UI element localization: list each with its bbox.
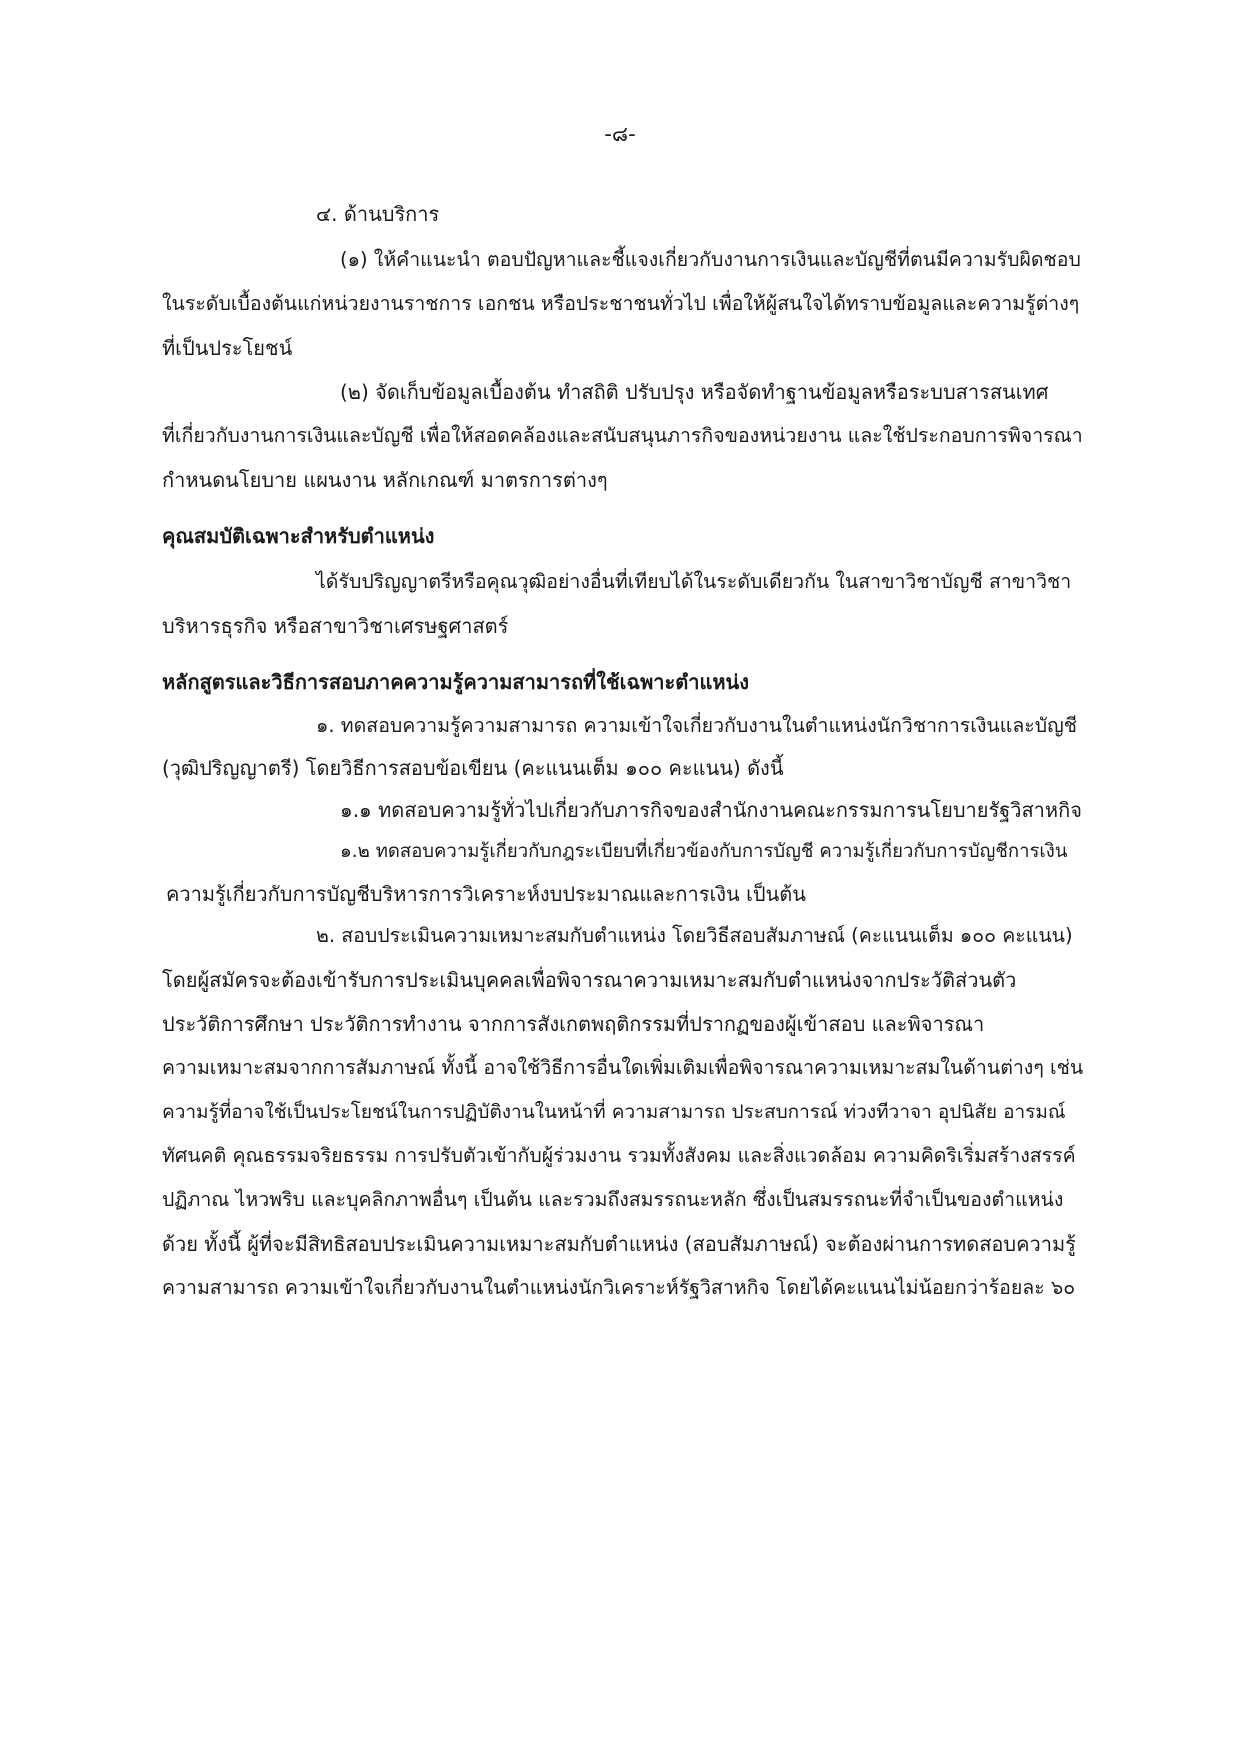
exam-p2-line6: ทัศนคติ คุณธรรมจริยธรรม การปรับตัวเข้ากับผู้ร่วมงาน รวมทั้งสังคม และสิ่งแวดล้อม ความคิดริเริ่มสร้างสรรค์ [162,1144,1076,1167]
service-heading: ๔. ด้านบริการ [316,202,440,226]
page-number: -๘- [604,122,636,146]
exam-p2-line4: ความเหมาะสมจากการสัมภาษณ์ ทั้งนี้ อาจใช้วิธีการอื่นใดเพิ่มเติมเพื่อพิจารณาความเหมาะสมในด้านต่างๆ เช่น [162,1056,1084,1079]
service-item1-line1: (๑) ให้คำแนะนำ ตอบปัญหาและชี้แจงเกี่ยวกับงานการเงินและบัญชีที่ตนมีความรับผิดชอบ [340,248,1081,271]
qualification-line2: บริหารธุรกิจ หรือสาขาวิชาเศรษฐศาสตร์ [162,614,509,638]
exam-p1-line2: (วุฒิปริญญาตรี) โดยวิธีการสอบข้อเขียน (คะแนนเต็ม ๑๐๐ คะแนน) ดังนี้ [162,756,784,780]
service-item2-line1: (๒) จัดเก็บข้อมูลเบื้องต้น ทำสถิติ ปรับปรุง หรือจัดทำฐานข้อมูลหรือระบบสารสนเทศ [340,380,1049,404]
exam-p2-line2: โดยผู้สมัครจะต้องเข้ารับการประเมินบุคคลเพื่อพิจารณาความเหมาะสมกับตำแหน่งจากประวัติส่วนตัว [162,968,1017,992]
exam-p2-line3: ประวัติการศึกษา ประวัติการทำงาน จากการสังเกตพฤติกรรมที่ปรากฏของผู้เข้าสอบ และพิจารณา [162,1012,985,1036]
exam-p2-line1: ๒. สอบประเมินความเหมาะสมกับตำแหน่ง โดยวิธีสอบสัมภาษณ์ (คะแนนเต็ม ๑๐๐ คะแนน) [316,924,1073,947]
qualification-heading: คุณสมบัติเฉพาะสำหรับตำแหน่ง [162,524,435,548]
exam-p2-line8: ด้วย ทั้งนี้ ผู้ที่จะมีสิทธิสอบประเมินความเหมาะสมกับตำแหน่ง (สอบสัมภาษณ์) จะต้องผ่านการทดสอบความรู้ [162,1232,1076,1256]
service-item2-line3: กำหนดนโยบาย แผนงาน หลักเกณฑ์ มาตรการต่างๆ [162,468,608,492]
exam-p1-2-line2: ความรู้เกี่ยวกับการบัญชีบริหารการวิเคราะห์งบประมาณและการเงิน เป็นต้น [166,882,806,906]
exam-p2-line9: ความสามารถ ความเข้าใจเกี่ยวกับงานในตำแหน่งนักวิเคราะห์รัฐวิสาหกิจ โดยได้คะแนนไม่น้อยกว่าร้อยละ ๖๐ [162,1276,1076,1299]
qualification-line1: ได้รับปริญญาตรีหรือคุณวุฒิอย่างอื่นที่เทียบได้ในระดับเดียวกัน ในสาขาวิชาบัญชี สาขาวิชา [316,570,1072,593]
exam-p2-line7: ปฏิภาณ ไหวพริบ และบุคลิกภาพอื่นๆ เป็นต้น และรวมถึงสมรรถนะหลัก ซึ่งเป็นสมรรถนะที่จำเป็นของตำแหน่ง [162,1188,1064,1211]
exam-p1-1: ๑.๑ ทดสอบความรู้ทั่วไปเกี่ยวกับภารกิจของสำนักงานคณะกรรมการนโยบายรัฐวิสาหกิจ [340,798,1082,822]
exam-p2-line5: ความรู้ที่อาจใช้เป็นประโยชน์ในการปฏิบัติงานในหน้าที่ ความสามารถ ประสบการณ์ ท่วงทีวาจา อุปนิสัย อารมณ์ [162,1101,1066,1123]
service-item1-line2: ในระดับเบื้องต้นแก่หน่วยงานราชการ เอกชน หรือประชาชนทั่วไป เพื่อให้ผู้สนใจได้ทราบข้อมูลและความรู้ต่างๆ [162,292,1080,315]
service-item2-line2: ที่เกี่ยวกับงานการเงินและบัญชี เพื่อให้สอดคล้องและสนับสนุนภารกิจของหน่วยงาน และใช้ประกอบการพิจารณา [162,424,1083,447]
service-item1-line3: ที่เป็นประโยชน์ [162,336,293,360]
exam-heading: หลักสูตรและวิธีการสอบภาคความรู้ความสามารถที่ใช้เฉพาะตำแหน่ง [162,670,749,694]
exam-p1-line1: ๑. ทดสอบความรู้ความสามารถ ความเข้าใจเกี่ยวกับงานในตำแหน่งนักวิชาการเงินและบัญชี [316,714,1077,737]
exam-p1-2-line1: ๑.๒ ทดสอบความรู้เกี่ยวกับกฎระเบียบที่เกี่ยวข้องกับการบัญชี ความรู้เกี่ยวกับการบัญชีการเงิน [340,841,1068,862]
